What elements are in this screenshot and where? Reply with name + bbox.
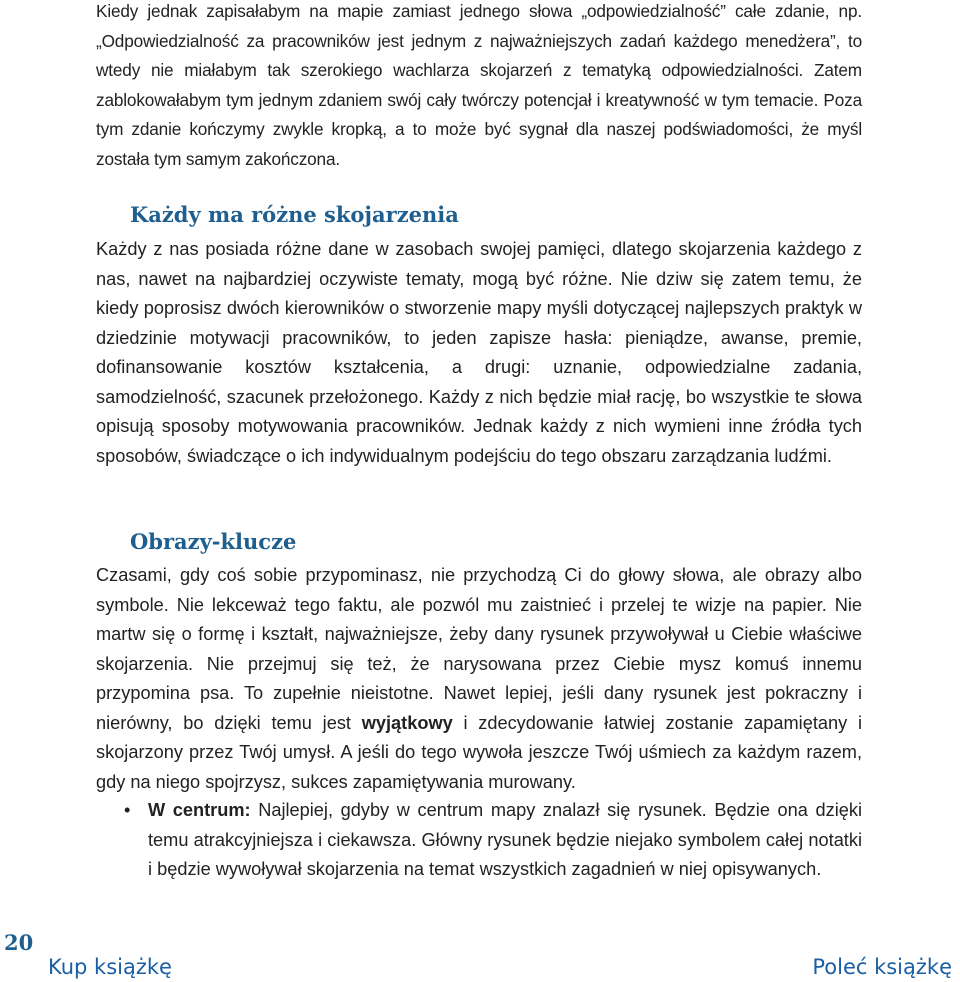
intro-paragraph-1 [96,0,862,174]
bullet-text: Najlepiej, gdyby w centrum mapy znalazł się rysunek. Będzie ona dzięki temu atrakcyjniejsza i ciekawsza. Główny rysunek będzie niejako symbolem całej notatki i będzie wywoływał skojarzenia na temat wszystkich zagadnień w niej opisywanych. [148,800,862,879]
section-heading-skojarzenia: Każdy ma różne skojarzenia [130,202,459,227]
buy-book-link[interactable]: Kup książkę [48,955,172,979]
section2-bold-word: wyjątkowy [361,712,453,733]
list-item [118,796,862,885]
section2-paragraph [96,561,862,797]
section2-text-before: Czasami, gdy coś sobie przypominasz, nie przychodzą Ci do głowy słowa, ale obrazy albo symbole. Nie lekceważ tego faktu, ale pozwól mu zaistnieć i przelej te wizje na papier. Nie martw się o formę i kształt, najważniejsze, żeby dany rysunek przywoływał u Ciebie właściwe skojarzenia. Nie przejmuj się też, że narysowana przez Ciebie mysz komuś innemu przypomina psa. To zupełnie nieistotne. Nawet lepiej, jeśli dany rysunek jest pokraczny i nierówny, bo dzięki temu jest [96,565,862,733]
bullet-label: W centrum: [148,800,251,820]
intro-text-part-2: Zatem zablokowałabym tym jednym zdaniem swój cały twórczy potencjał i kreatywność w tym temacie. Poza tym zdanie kończymy zwykle kropką, a to może być sygnał dla naszej podświadomości, że myśl została tym samym zakończona. [96,60,862,169]
recommend-book-link[interactable]: Poleć książkę [812,955,952,979]
bullet-list [118,796,862,885]
section-heading-obrazy-klucze: Obrazy-klucze [130,529,297,554]
intro-text-part-1: Kiedy jednak zapisałabym na mapie zamiast jednego słowa „odpowiedzialność” całe zdanie, np. „Odpowiedzialność za pracowników jest jednym z najważniejszych zadań każdego menedżera”, to wtedy nie miałabym tak szerokiego wachlarza skojarzeń z tematyką odpowiedzialności. [96,1,862,80]
section1-paragraph: Każdy z nas posiada różne dane w zasobach swojej pamięci, dlatego skojarzenia każdego z nas, nawet na najbardziej oczywiste tematy, mogą być różne. Nie dziw się zatem temu, że kiedy poprosisz dwóch kierowników o stworzenie mapy myśli dotyczącej najlepszych praktyk w dziedzinie motywacji pracowników, to jeden zapisze hasła: pieniądze, awanse, premie, dofinansowanie kosztów kształcenia, a drugi: uznanie, odpowiedzialne zadania, samodzielność, szacunek przełożonego. Każdy z nich będzie miał rację, bo wszystkie te słowa opisują sposoby motywowania pracowników. Jednak każdy z nich wymieni inne źródła tych sposobów, świadczące o ich indywidualnym podejściu do tego obszaru zarządzania ludźmi. [96,239,862,466]
section2-text-after: i zdecydowanie łatwiej zostanie zapamiętany i skojarzony przez Twój umysł. A jeśli do tego wywoła jeszcze Twój uśmiech za każdym razem, gdy na niego spojrzysz, sukces zapamiętywania murowany. [96,712,862,792]
page-number: 20 [4,930,34,955]
bullet-dot-icon: • [124,800,131,820]
